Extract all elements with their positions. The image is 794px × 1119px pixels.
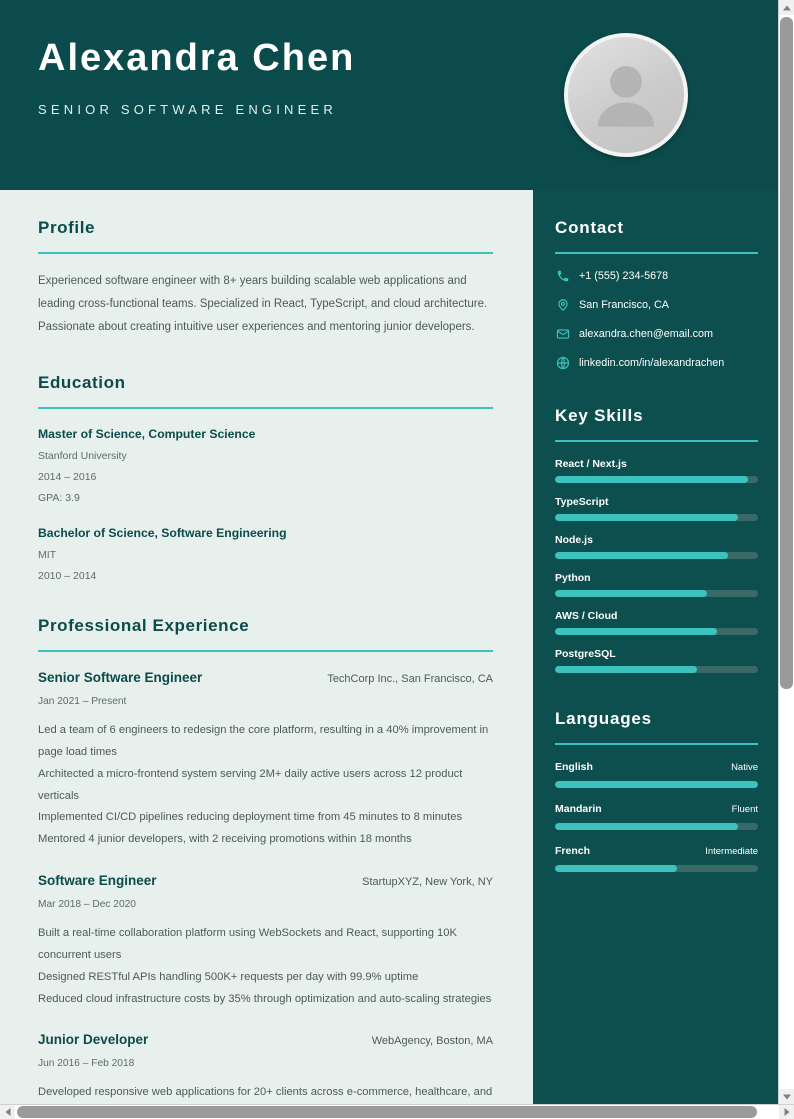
skill-bar-fill xyxy=(555,552,728,559)
section-experience xyxy=(38,616,493,1104)
contact-email-text: alexandra.chen@email.com xyxy=(579,327,713,340)
page-title: Alexandra Chen xyxy=(38,37,356,79)
education-dates: 2014 – 2016 xyxy=(38,471,97,483)
education-degree: Bachelor of Science, Software Engineering xyxy=(38,526,287,540)
resume-header-banner xyxy=(0,0,780,190)
contact-list xyxy=(555,268,758,370)
experience-bullet: Developed responsive web applications for 20+ clients across e-commerce, healthcare, and xyxy=(38,1086,493,1099)
skill-bar-fill xyxy=(555,476,748,483)
experience-header xyxy=(38,873,493,888)
education-school: MIT xyxy=(38,549,57,561)
contact-item-phone[interactable] xyxy=(555,268,758,283)
education-school: Stanford University xyxy=(38,450,127,462)
contact-item-link[interactable] xyxy=(555,355,758,370)
language-item xyxy=(555,845,758,872)
contact-phone-text: +1 (555) 234-5678 xyxy=(579,269,669,282)
experience-item xyxy=(38,670,493,851)
skill-label: React / Next.js xyxy=(555,458,627,470)
experience-bullets xyxy=(38,720,493,851)
language-bar-track xyxy=(555,823,758,830)
skill-bar-track xyxy=(555,628,758,635)
job-title-subtitle: SENIOR SOFTWARE ENGINEER xyxy=(38,101,337,117)
education-dates: 2010 – 2014 xyxy=(38,570,97,582)
experience-dates: Jun 2016 – Feb 2018 xyxy=(38,1058,135,1070)
languages-list xyxy=(555,761,758,872)
skill-label: PostgreSQL xyxy=(555,648,616,660)
skill-label: Node.js xyxy=(555,534,593,546)
experience-dates: Mar 2018 – Dec 2020 xyxy=(38,899,136,911)
skill-bar-fill xyxy=(555,514,738,521)
skill-bar-track xyxy=(555,514,758,521)
section-title-experience: Professional Experience xyxy=(38,616,250,635)
section-divider xyxy=(38,650,493,652)
vertical-scrollbar[interactable] xyxy=(778,0,794,1104)
scroll-down-button[interactable] xyxy=(779,1089,794,1104)
experience-header xyxy=(38,1032,493,1047)
experience-job-title: Senior Software Engineer xyxy=(38,670,203,685)
skill-item xyxy=(555,572,758,597)
skill-item xyxy=(555,534,758,559)
skill-bar-fill xyxy=(555,590,707,597)
language-item xyxy=(555,761,758,788)
skill-bar-track xyxy=(555,590,758,597)
language-bar-track xyxy=(555,781,758,788)
experience-bullets xyxy=(38,923,493,1010)
experience-bullets xyxy=(38,1082,493,1104)
section-contact xyxy=(555,218,758,370)
scroll-left-button[interactable] xyxy=(0,1105,15,1119)
scroll-right-button[interactable] xyxy=(779,1105,794,1119)
section-divider xyxy=(555,743,758,745)
location-pin-icon xyxy=(555,297,570,312)
language-bar-fill xyxy=(555,865,677,872)
language-label: English xyxy=(555,761,593,773)
section-title-education: Education xyxy=(38,373,126,392)
section-title-languages: Languages xyxy=(555,709,652,728)
resume-body xyxy=(0,190,780,1104)
language-level-label: Native xyxy=(731,762,758,773)
profile-summary-text: Experienced software engineer with 8+ years building scalable web applications and leading cross-functional teams. Specialized in React, TypeScript, and cloud architecture. Passionate about creating intuitive user experiences and mentoring junior developers. xyxy=(38,275,488,333)
section-divider xyxy=(555,440,758,442)
section-title-profile: Profile xyxy=(38,218,96,237)
main-column xyxy=(0,190,533,1104)
language-label: French xyxy=(555,845,591,857)
person-avatar-icon xyxy=(564,33,688,157)
language-level-label: Fluent xyxy=(731,804,758,815)
language-header xyxy=(555,845,758,857)
section-title-skills: Key Skills xyxy=(555,406,644,425)
phone-icon xyxy=(555,268,570,283)
skill-label: Python xyxy=(555,572,591,584)
scroll-up-button[interactable] xyxy=(779,0,794,15)
education-item xyxy=(38,427,493,504)
skills-list xyxy=(555,458,758,673)
experience-company: StartupXYZ, New York, NY xyxy=(362,876,493,889)
experience-company: WebAgency, Boston, MA xyxy=(371,1035,493,1048)
experience-bullet: Architected a micro-frontend system serving 2M+ daily active users across 12 product verticals xyxy=(38,767,463,802)
section-title-contact: Contact xyxy=(555,218,624,237)
skill-bar-fill xyxy=(555,666,697,673)
envelope-icon xyxy=(555,326,570,341)
skill-item xyxy=(555,496,758,521)
experience-bullet: Mentored 4 junior developers, with 2 receiving promotions within 18 months xyxy=(38,833,412,846)
experience-bullet: Built a real-time collaboration platform using WebSockets and React, supporting 10K concurrent users xyxy=(38,927,457,961)
section-profile xyxy=(38,218,493,339)
sidebar-column xyxy=(533,190,780,1104)
education-detail: GPA: 3.9 xyxy=(38,492,80,504)
skill-item xyxy=(555,458,758,483)
section-divider xyxy=(555,252,758,254)
experience-header xyxy=(38,670,493,685)
skill-bar-track xyxy=(555,476,758,483)
contact-location-text: San Francisco, CA xyxy=(579,298,670,311)
experience-bullet: Designed RESTful APIs handling 500K+ requests per day with 99.9% uptime xyxy=(38,970,419,983)
section-languages xyxy=(555,709,758,872)
language-header xyxy=(555,761,758,773)
skill-item xyxy=(555,648,758,673)
section-skills xyxy=(555,406,758,673)
contact-item-email[interactable] xyxy=(555,326,758,341)
language-bar-fill xyxy=(555,823,738,830)
experience-bullet: Led a team of 6 engineers to redesign the core platform, resulting in a 40% improvement in page load times xyxy=(38,724,489,758)
horizontal-scrollbar[interactable] xyxy=(0,1104,794,1119)
skill-item xyxy=(555,610,758,635)
education-degree: Master of Science, Computer Science xyxy=(38,427,256,441)
language-level-label: Intermediate xyxy=(705,846,758,857)
experience-item xyxy=(38,873,493,1010)
language-bar-fill xyxy=(555,781,758,788)
skill-label: TypeScript xyxy=(555,496,609,508)
skill-bar-fill xyxy=(555,628,717,635)
language-item xyxy=(555,803,758,830)
education-item xyxy=(38,526,493,582)
section-divider xyxy=(38,407,493,409)
experience-job-title: Software Engineer xyxy=(38,873,157,889)
language-bar-track xyxy=(555,865,758,872)
language-header xyxy=(555,803,758,815)
section-divider xyxy=(38,252,493,254)
horizontal-scrollbar-thumb[interactable] xyxy=(17,1106,757,1118)
contact-link-text: linkedin.com/in/alexandrachen xyxy=(579,356,725,369)
experience-dates: Jan 2021 – Present xyxy=(38,696,127,707)
experience-item xyxy=(38,1032,493,1104)
language-label: Mandarin xyxy=(555,803,602,815)
vertical-scrollbar-thumb[interactable] xyxy=(780,17,793,689)
experience-bullet: Implemented CI/CD pipelines reducing deployment time from 45 minutes to 8 minutes xyxy=(38,811,463,824)
globe-icon xyxy=(555,355,570,370)
section-education xyxy=(38,373,493,582)
skill-bar-track xyxy=(555,552,758,559)
contact-item-location[interactable] xyxy=(555,297,758,312)
skill-label: AWS / Cloud xyxy=(555,610,618,622)
experience-job-title: Junior Developer xyxy=(38,1032,149,1048)
experience-bullet: Reduced cloud infrastructure costs by 35% through optimization and auto-scaling strategies xyxy=(38,992,492,1005)
experience-company: TechCorp Inc., San Francisco, CA xyxy=(327,673,493,685)
skill-bar-track xyxy=(555,666,758,673)
